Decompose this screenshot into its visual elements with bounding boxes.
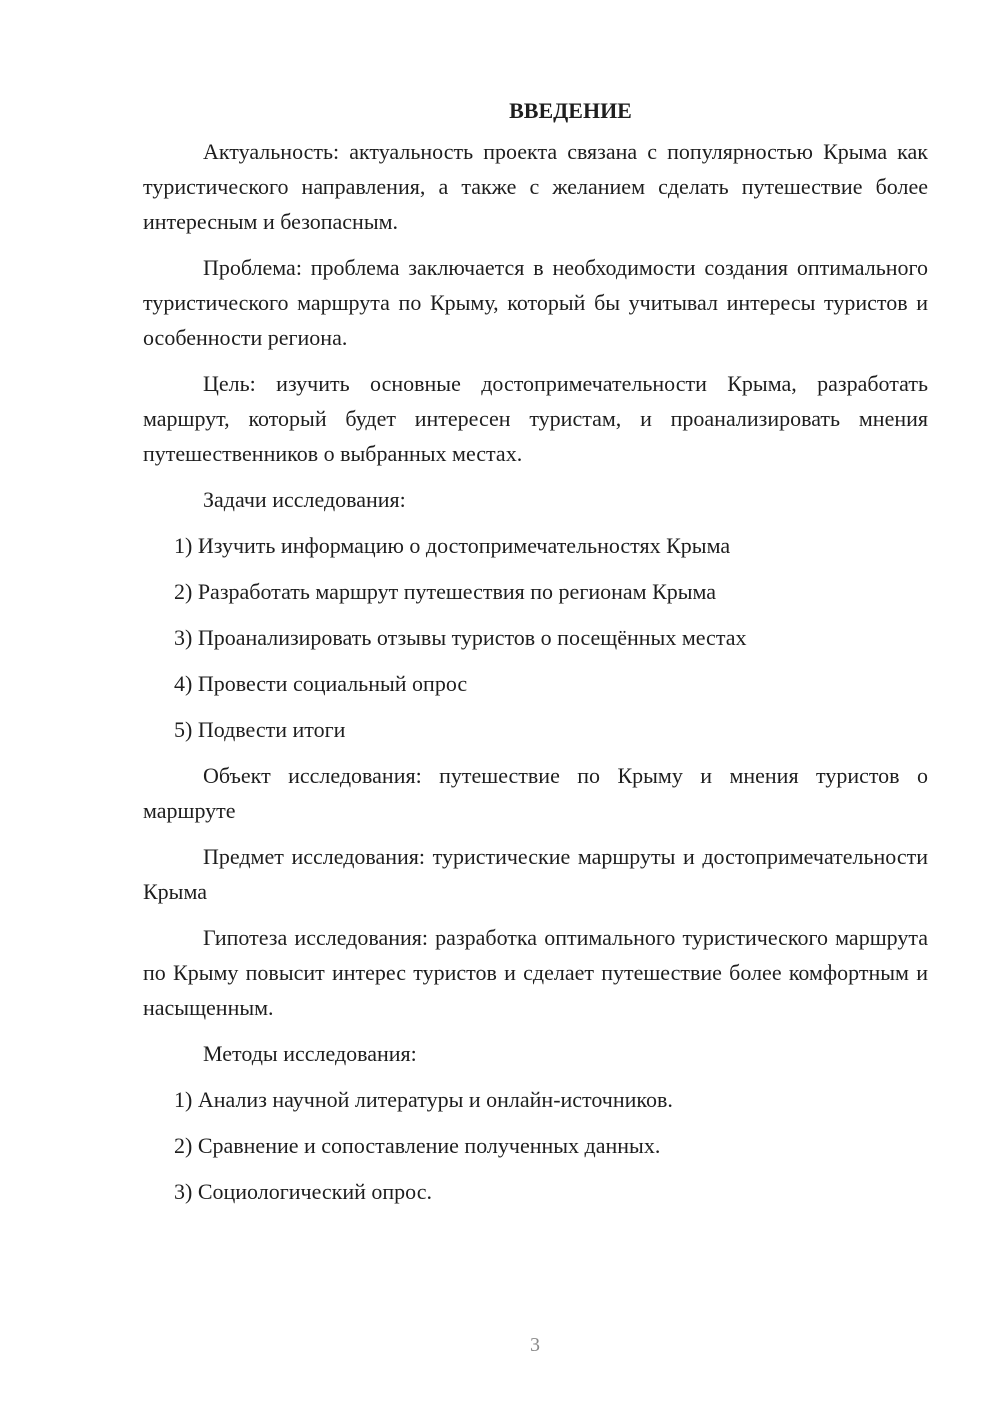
task-item: 5) Подвести итоги	[174, 717, 346, 742]
methods-label: Методы исследования:	[203, 1041, 417, 1066]
method-item: 3) Социологический опрос.	[174, 1179, 432, 1204]
hypothesis-paragraph: Гипотеза исследования: разработка оптимального туристического маршрута по Крыму повысит интерес туристов и сделает путешествие более комфортным и насыщенным.	[143, 925, 928, 1020]
task-item: 2) Разработать маршрут путешествия по регионам Крыма	[174, 579, 717, 604]
page-title: ВВЕДЕНИЕ	[509, 98, 632, 123]
subject-paragraph: Предмет исследования: туристические маршруты и достопримечательности Крыма	[143, 844, 928, 904]
method-item: 2) Сравнение и сопоставление полученных данных.	[174, 1133, 661, 1158]
problem-paragraph: Проблема: проблема заключается в необходимости создания оптимального туристического маршрута по Крыму, который бы учитывал интересы туристов и особенности региона.	[143, 255, 928, 350]
object-paragraph: Объект исследования: путешествие по Крыму и мнения туристов о маршруте	[143, 763, 928, 823]
method-item: 1) Анализ научной литературы и онлайн-источников.	[174, 1087, 673, 1112]
tasks-label: Задачи исследования:	[203, 487, 406, 512]
relevance-paragraph: Актуальность: актуальность проекта связана с популярностью Крыма как туристического направления, а также с желанием сделать путешествие более интересным и безопасным.	[143, 139, 928, 234]
page-content	[143, 94, 928, 1220]
task-item: 1) Изучить информацию о достопримечательностях Крыма	[174, 533, 731, 558]
goal-paragraph: Цель: изучить основные достопримечательности Крыма, разработать маршрут, который будет интересен туристам, и проанализировать мнения путешественников о выбранных местах.	[143, 371, 928, 466]
page-number: 3	[530, 1334, 540, 1356]
task-item: 3) Проанализировать отзывы туристов о посещённых местах	[174, 625, 747, 650]
task-item: 4) Провести социальный опрос	[174, 671, 468, 696]
